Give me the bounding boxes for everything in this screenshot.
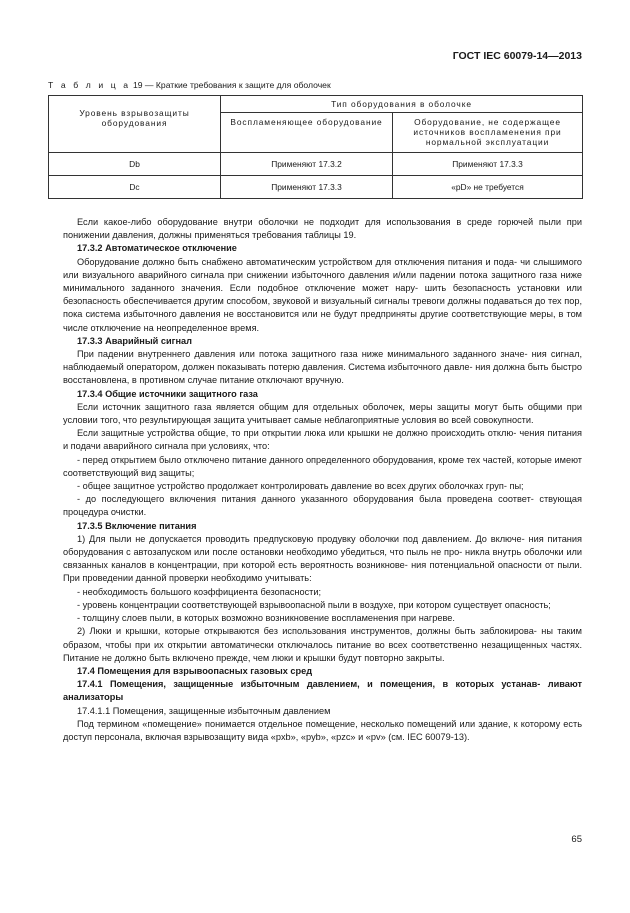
section-heading: 17.4 Помещения для взрывоопасных газовых сред (77, 665, 313, 676)
list-item: - толщину слоев пыли, в которых возможно возникновение воспламенения при нагреве. (77, 613, 455, 624)
table-row (49, 153, 583, 176)
paragraph: 2) Люки и крышки, которые открываются без использования инструментов, должны быть заблокирова- ны таким образом, чтобы при их открытии автоматически отключалось питание во всех соответственно незащищенных частях. Питание не должно быть включено прежде, чем люки и крышки будут повторно закрыты. (63, 626, 582, 663)
body-text (63, 216, 582, 744)
paragraph: Если какое-либо оборудование внутри оболочки не подходит для использования в среде горючей пыли при понижении давления, должны применяться требования таблицы 19. (63, 217, 582, 241)
page-number: 65 (571, 834, 582, 845)
list-item: - необходимость большого коэффициента безопасности; (77, 586, 322, 597)
list-item: - общее защитное устройство продолжает контролировать давление во всех других оболочках груп- пы; (77, 481, 524, 492)
section-heading: 17.3.3 Аварийный сигнал (77, 335, 192, 346)
cell-igniting: Применяют 17.3.3 (221, 176, 393, 199)
header-non-igniting-equipment: Оборудование, не содержащее источников воспламенения при нормальной эксплуатации (393, 113, 583, 153)
paragraph: Под термином «помещение» понимается отдельное помещение, несколько помещений или здание, к которому есть доступ персонала, включая взрывозащиту вида «pxb», «pyb», «pzc» и «pv» (см. IEC 60079-13). (63, 718, 582, 742)
paragraph: При падении внутреннего давления или потока защитного газа ниже минимального заданного значе- ния сигнал, наблюдаемый оператором, должен показывать потерю давления. Система избыточного давле- ния должна быть быстро восстановлена, в противном случае питание отключают вручную. (63, 349, 582, 386)
table-caption (48, 80, 331, 90)
paragraph: Если источник защитного газа является общим для отдельных оболочек, меры защиты могут быть общими при условии того, что результирующая защита учитывает самые неблагоприятные условия во всей совокупности. (63, 401, 582, 426)
section-heading: 17.4.1 Помещения, защищенные избыточным давлением, и помещения, в которых устанав- ливают анализаторы (63, 679, 582, 703)
cell-non-igniting: Применяют 17.3.3 (393, 153, 583, 176)
header-equipment-type: Тип оборудования в оболочке (221, 96, 583, 113)
cell-non-igniting: «pD» не требуется (393, 176, 583, 199)
header-protection-level: Уровень взрывозащиты оборудования (49, 96, 221, 153)
paragraph: 1) Для пыли не допускается проводить предпусковую продувку оболочки под давлением. До включе- ния питания оборудования с автозапуском или после остановки необходимо убедиться, что пыль не про- никла внутрь оболочки или связанных каналов в концентрации, при которой есть вероятность возникнове- ния потенциальной опасности от пыли. При проведении данной проверки необходимо учитывать: (63, 533, 582, 584)
table-row (49, 176, 583, 199)
header-igniting-equipment: Воспламеняющее оборудование (221, 113, 393, 153)
list-item: - до последующего включения питания данного указанного оборудования была проведена соответ- ствующая процедура очистки. (63, 494, 582, 518)
paragraph: Если защитные устройства общие, то при открытии люка или крышки не должно происходить отклю- чения питания и подачи аварийного сигнала при условиях, что: (63, 428, 582, 452)
cell-igniting: Применяют 17.3.2 (221, 153, 393, 176)
list-item: - уровень концентрации соответствующей взрывоопасной пыли в воздухе, при котором существует опасность; (77, 599, 551, 610)
cell-level: Db (49, 153, 221, 176)
paragraph: Оборудование должно быть снабжено автоматическим устройством для отключения питания и пода- чи слышимого или визуального аварийного сигнала при снижении избыточного давления и/или падении потока защитного газа ниже минимального заданного значения. Если подобное отключение может нару- шить безопасность установки или безопасность обеспечивается другим способом, звуковой и визуальный сигналы тревоги должны подаваться до тех пор, пока система избыточного давления не восстановится или не будут предприняты другие соответствующие меры, в том числе отключение на неопределенное время. (63, 256, 582, 333)
subsection-heading: 17.4.1.1 Помещения, защищенные избыточным давлением (77, 705, 331, 716)
section-heading: 17.3.5 Включение питания (77, 520, 197, 531)
list-item: - перед открытием было отключено питание данного определенного оборудования, кроме тех частей, которые имеют соответствующий вид защиты; (63, 454, 582, 478)
table-caption-text: 19 — Краткие требования к защите для оболочек (132, 80, 331, 90)
table-caption-prefix: Т а б л и ц а (48, 80, 131, 90)
section-heading: 17.3.4 Общие источники защитного газа (77, 388, 258, 399)
cell-level: Dc (49, 176, 221, 199)
section-heading: 17.3.2 Автоматическое отключение (77, 243, 237, 254)
standard-header: ГОСТ IEC 60079-14—2013 (452, 50, 582, 62)
protection-requirements-table (48, 95, 583, 199)
